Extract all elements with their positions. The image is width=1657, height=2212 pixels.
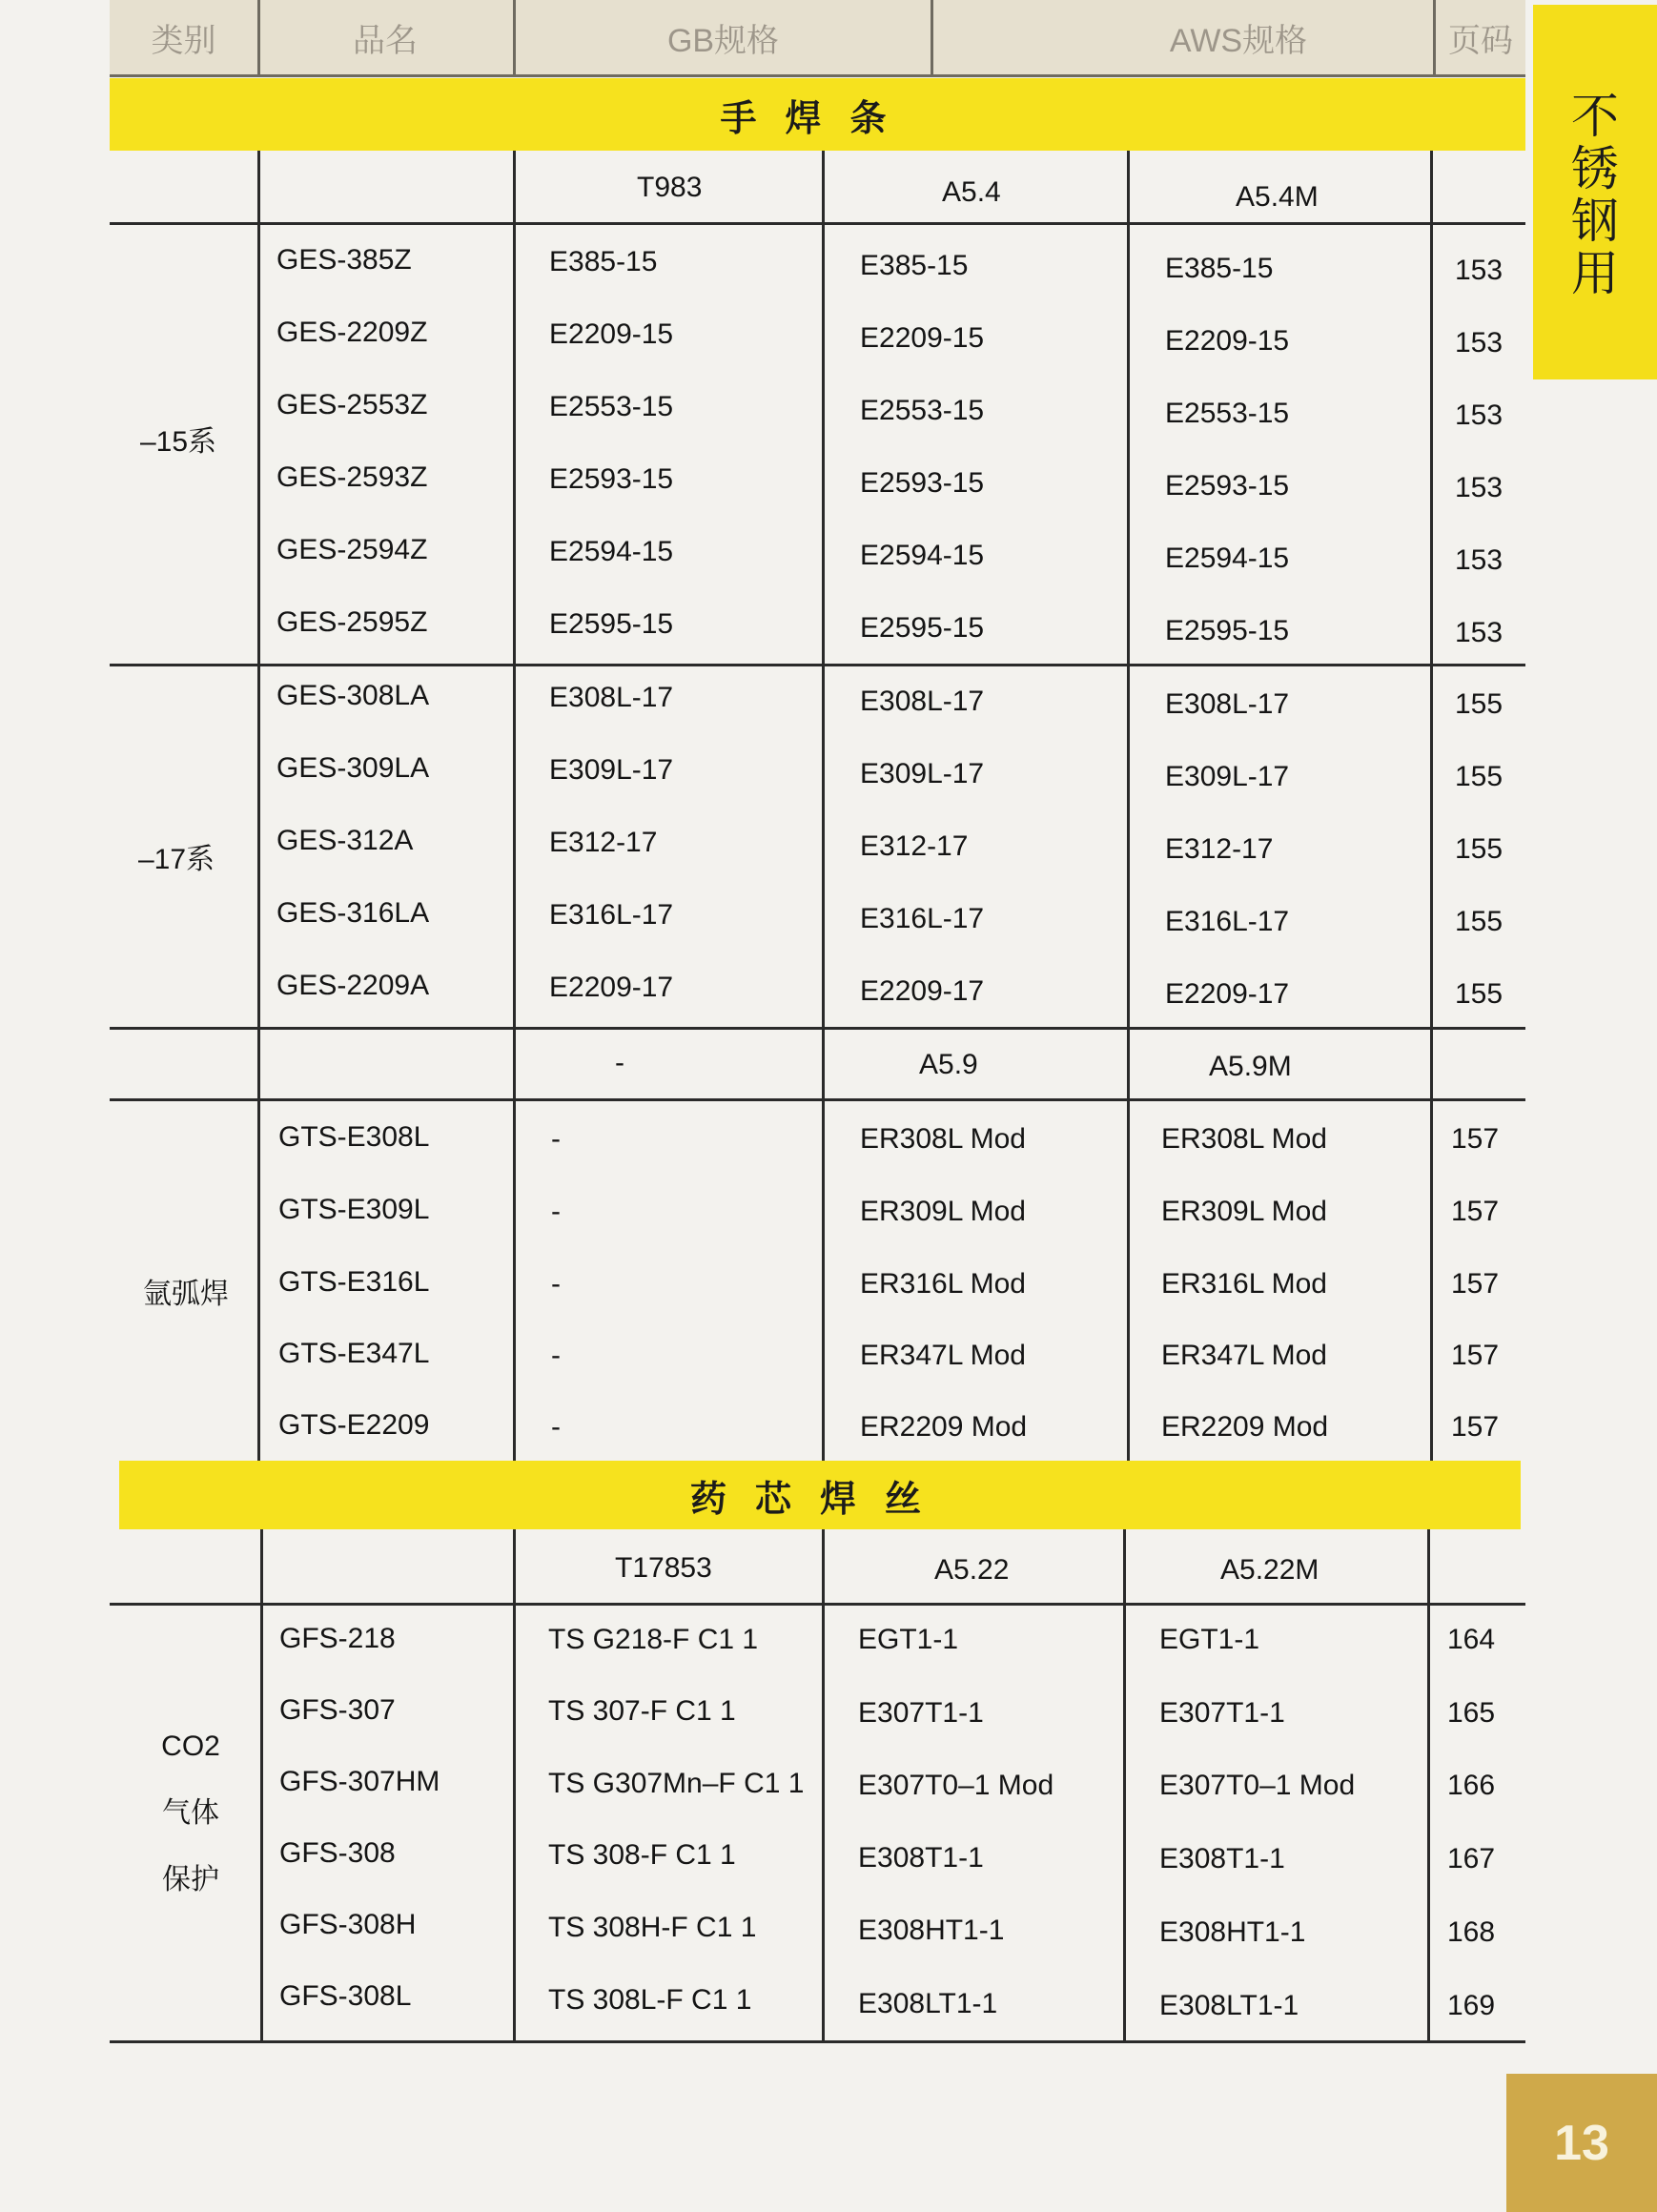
header-product: 品名: [353, 22, 418, 59]
gb-spec: TS G218-F C1 1: [548, 1624, 759, 1655]
product-name: GTS-E2209: [278, 1409, 430, 1441]
page-number: 13: [1506, 2074, 1657, 2212]
gb-spec: -: [551, 1196, 561, 1227]
page-ref: 168: [1447, 1916, 1496, 1948]
section-title-fcw: 药芯焊丝: [119, 1461, 1521, 1529]
gb-spec: -: [551, 1340, 561, 1371]
page-ref: 167: [1447, 1843, 1496, 1874]
side-tab-char: 锈: [1571, 141, 1619, 196]
product-name: GTS-E316L: [278, 1266, 430, 1298]
page-ref: 155: [1455, 833, 1504, 865]
page-ref: 155: [1455, 761, 1504, 792]
awsm-spec: EGT1-1: [1159, 1624, 1260, 1655]
aws-spec: E308L-17: [860, 686, 985, 717]
page-ref: 157: [1451, 1268, 1500, 1300]
gb-spec: E309L-17: [549, 754, 674, 786]
awsm-spec: ER316L Mod: [1161, 1268, 1327, 1300]
rule: [110, 664, 1525, 666]
rule: [110, 222, 1525, 225]
gb-spec: E2594-15: [549, 536, 674, 567]
aws-spec: E2594-15: [860, 540, 985, 571]
page-ref: 153: [1455, 255, 1504, 286]
product-name: GES-309LA: [276, 752, 430, 784]
product-name: GTS-E308L: [278, 1121, 430, 1153]
aws-spec: E2595-15: [860, 612, 985, 644]
page-ref: 166: [1447, 1770, 1496, 1801]
product-name: GFS-308: [279, 1837, 396, 1869]
product-name: GFS-307: [279, 1694, 396, 1726]
aws-spec: E2553-15: [860, 395, 985, 426]
product-name: GES-385Z: [276, 244, 412, 276]
category-line: 气体: [162, 1797, 219, 1829]
category-label: –15系: [140, 426, 217, 458]
std-gb: T983: [637, 172, 703, 203]
rule: [110, 2040, 1525, 2043]
std-aws: A5.9: [919, 1049, 978, 1080]
column-rule: [1123, 1529, 1126, 2040]
awsm-spec: E2595-15: [1165, 615, 1290, 646]
rule: [110, 1027, 1525, 1030]
aws-spec: E308T1-1: [858, 1842, 984, 1874]
awsm-spec: E312-17: [1165, 833, 1274, 865]
page-ref: 153: [1455, 544, 1504, 576]
gb-spec: E2553-15: [549, 391, 674, 422]
column-rule: [260, 1529, 263, 2040]
column-rule: [1430, 151, 1433, 1461]
awsm-spec: E2553-15: [1165, 398, 1290, 429]
awsm-spec: ER308L Mod: [1161, 1123, 1327, 1155]
gb-spec: E2593-15: [549, 463, 674, 495]
page-ref: 157: [1451, 1411, 1500, 1443]
gb-spec: -: [551, 1123, 561, 1155]
std-awsm: A5.4M: [1236, 181, 1319, 213]
table-header: [110, 0, 1525, 77]
std-gb: -: [615, 1047, 624, 1078]
gb-spec: TS 308H-F C1 1: [548, 1912, 757, 1943]
header-gb: GB规格: [666, 22, 780, 59]
awsm-spec: E307T1-1: [1159, 1697, 1285, 1729]
aws-spec: E307T0–1 Mod: [858, 1770, 1054, 1801]
section-title-electrode: 手焊条: [110, 78, 1525, 151]
column-rule: [1427, 1529, 1430, 2040]
aws-spec: ER347L Mod: [860, 1340, 1026, 1371]
gb-spec: E2595-15: [549, 608, 674, 640]
aws-spec: EGT1-1: [858, 1624, 959, 1655]
awsm-spec: ER309L Mod: [1161, 1196, 1327, 1227]
gb-spec: -: [551, 1411, 561, 1443]
rule: [110, 1098, 1525, 1101]
column-rule: [513, 1529, 516, 2040]
column-rule: [1127, 151, 1130, 1461]
std-aws: A5.22: [934, 1554, 1010, 1586]
product-name: GES-2593Z: [276, 461, 428, 493]
column-rule: [513, 151, 516, 1461]
awsm-spec: E307T0–1 Mod: [1159, 1770, 1356, 1801]
page-ref: 164: [1447, 1624, 1496, 1655]
column-rule: [257, 151, 260, 1461]
page-ref: 153: [1455, 472, 1504, 503]
awsm-spec: E308LT1-1: [1159, 1990, 1299, 2021]
category-label: –17系: [138, 844, 215, 875]
aws-spec: E309L-17: [860, 758, 985, 789]
gb-spec: E312-17: [549, 827, 658, 858]
std-awsm: A5.22M: [1220, 1554, 1319, 1586]
product-name: GTS-E309L: [278, 1194, 430, 1225]
aws-spec: ER2209 Mod: [860, 1411, 1028, 1443]
aws-spec: E312-17: [860, 830, 969, 862]
header-category: 类别: [151, 22, 216, 59]
product-name: GES-2553Z: [276, 389, 428, 420]
page-ref: 155: [1455, 906, 1504, 937]
awsm-spec: E316L-17: [1165, 906, 1290, 937]
std-awsm: A5.9M: [1209, 1051, 1292, 1082]
side-tab: [1533, 5, 1657, 379]
side-tab-char: 用: [1571, 246, 1619, 301]
product-name: GES-2209Z: [276, 317, 428, 348]
aws-spec: E2209-15: [860, 322, 985, 354]
awsm-spec: E2593-15: [1165, 470, 1290, 502]
aws-spec: ER308L Mod: [860, 1123, 1026, 1155]
aws-spec: E308LT1-1: [858, 1988, 998, 2019]
page-ref: 157: [1451, 1196, 1500, 1227]
gb-spec: -: [551, 1268, 561, 1300]
product-name: GES-316LA: [276, 897, 430, 929]
gb-spec: TS 307-F C1 1: [548, 1695, 736, 1727]
page-ref: 157: [1451, 1340, 1500, 1371]
awsm-spec: E309L-17: [1165, 761, 1290, 792]
std-gb: T17853: [615, 1552, 712, 1584]
aws-spec: E307T1-1: [858, 1697, 984, 1729]
gb-spec: E385-15: [549, 246, 658, 277]
product-name: GES-2594Z: [276, 534, 428, 565]
header-aws: AWS规格: [1169, 22, 1308, 59]
awsm-spec: E308L-17: [1165, 688, 1290, 720]
product-name: GES-2595Z: [276, 606, 428, 638]
side-tab-char: 不: [1571, 89, 1619, 144]
page-ref: 153: [1455, 327, 1504, 358]
aws-spec: ER316L Mod: [860, 1268, 1026, 1300]
std-aws: A5.4: [942, 176, 1001, 208]
side-tab-char: 钢: [1571, 194, 1619, 249]
product-name: GFS-307HM: [279, 1766, 440, 1797]
product-name: GES-308LA: [276, 680, 430, 711]
gb-spec: E2209-17: [549, 972, 674, 1003]
awsm-spec: ER347L Mod: [1161, 1340, 1327, 1371]
product-name: GTS-E347L: [278, 1338, 430, 1369]
page-ref: 153: [1455, 399, 1504, 431]
column-rule: [822, 1529, 825, 2040]
aws-spec: E385-15: [860, 250, 969, 281]
category-line: 保护: [162, 1864, 219, 1895]
gb-spec: TS 308-F C1 1: [548, 1839, 736, 1871]
page-ref: 153: [1455, 617, 1504, 648]
column-rule: [822, 151, 825, 1461]
gb-spec: TS G307Mn–F C1 1: [548, 1768, 805, 1799]
product-name: GES-312A: [276, 825, 414, 856]
category-line: CO2: [161, 1731, 220, 1762]
product-name: GFS-308L: [279, 1980, 412, 2012]
awsm-spec: E308HT1-1: [1159, 1916, 1306, 1948]
header-page: 页码: [1448, 22, 1513, 59]
page-ref: 157: [1451, 1123, 1500, 1155]
awsm-spec: E2209-17: [1165, 978, 1290, 1010]
page-ref: 169: [1447, 1990, 1496, 2021]
awsm-spec: E385-15: [1165, 253, 1274, 284]
awsm-spec: E2594-15: [1165, 543, 1290, 574]
aws-spec: E2209-17: [860, 975, 985, 1007]
rule: [110, 1603, 1525, 1606]
gb-spec: E2209-15: [549, 318, 674, 350]
awsm-spec: E308T1-1: [1159, 1843, 1285, 1874]
category-label: 氩弧焊: [143, 1279, 229, 1310]
page-ref: 155: [1455, 688, 1504, 720]
aws-spec: E2593-15: [860, 467, 985, 499]
aws-spec: E308HT1-1: [858, 1915, 1005, 1946]
gb-spec: TS 308L-F C1 1: [548, 1984, 752, 2016]
page-ref: 165: [1447, 1697, 1496, 1729]
gb-spec: E316L-17: [549, 899, 674, 931]
gb-spec: E308L-17: [549, 682, 674, 713]
aws-spec: E316L-17: [860, 903, 985, 934]
product-name: GFS-218: [279, 1623, 396, 1654]
awsm-spec: ER2209 Mod: [1161, 1411, 1329, 1443]
page-ref: 155: [1455, 978, 1504, 1010]
aws-spec: ER309L Mod: [860, 1196, 1026, 1227]
category-label: [143, 1713, 238, 1914]
awsm-spec: E2209-15: [1165, 325, 1290, 357]
product-name: GFS-308H: [279, 1909, 417, 1940]
product-name: GES-2209A: [276, 970, 430, 1001]
